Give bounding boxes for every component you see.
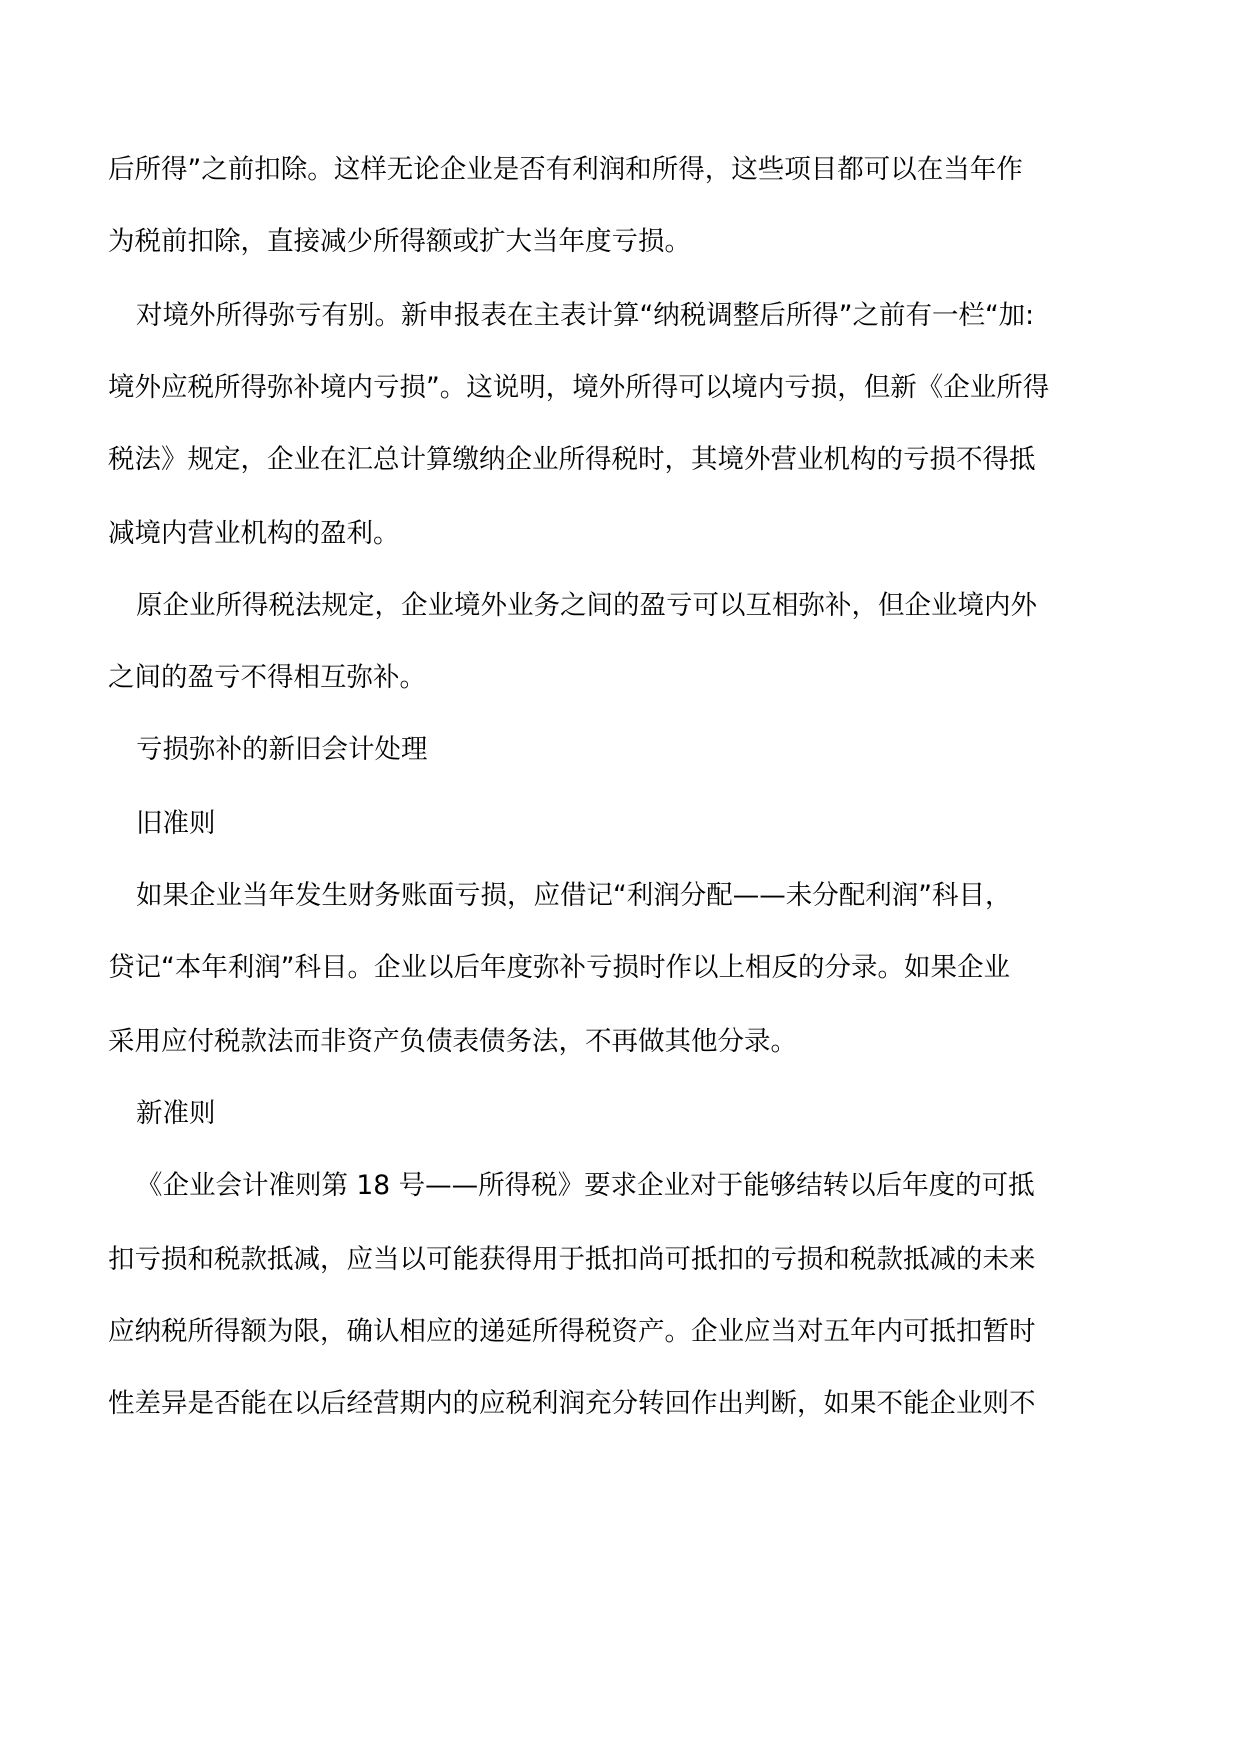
text-line: 之间的盈亏不得相互弥补。 bbox=[108, 662, 426, 693]
paragraph-start-line: 对境外所得弥亏有别。新申报表在主表计算“纳税调整后所得”之前有一栏“加: bbox=[136, 300, 1035, 331]
text-line: 减境内营业机构的盈利。 bbox=[108, 518, 400, 549]
text-line: 采用应付税款法而非资产负债表债务法，不再做其他分录。 bbox=[108, 1026, 797, 1057]
text-line: 后所得”之前扣除。这样无论企业是否有利润和所得，这些项目都可以在当年作 bbox=[108, 154, 1023, 185]
text-line: 扣亏损和税款抵减，应当以可能获得用于抵扣尚可抵扣的亏损和税款抵减的未来 bbox=[108, 1244, 1036, 1275]
text-line: 税法》规定，企业在汇总计算缴纳企业所得税时，其境外营业机构的亏损不得抵 bbox=[108, 444, 1036, 475]
paragraph-start-line: 原企业所得税法规定，企业境外业务之间的盈亏可以互相弥补，但企业境内外 bbox=[136, 590, 1037, 621]
paragraph-start-line: 如果企业当年发生财务账面亏损，应借记“利润分配——未分配利润”科目， bbox=[136, 880, 1012, 911]
subsection-heading-new-standard: 新准则 bbox=[136, 1098, 216, 1129]
paragraph-start-line: 《企业会计准则第 18 号——所得税》要求企业对于能够结转以后年度的可抵 bbox=[136, 1170, 1035, 1201]
text-line: 性差异是否能在以后经营期内的应税利润充分转回作出判断，如果不能企业则不 bbox=[108, 1388, 1036, 1419]
text-line: 为税前扣除，直接减少所得额或扩大当年度亏损。 bbox=[108, 226, 691, 257]
text-line: 贷记“本年利润”科目。企业以后年度弥补亏损时作以上相反的分录。如果企业 bbox=[108, 952, 1010, 983]
section-heading: 亏损弥补的新旧会计处理 bbox=[136, 734, 428, 765]
subsection-heading-old-standard: 旧准则 bbox=[136, 808, 216, 839]
text-line: 应纳税所得额为限，确认相应的递延所得税资产。企业应当对五年内可抵扣暂时 bbox=[108, 1316, 1036, 1347]
text-line: 境外应税所得弥补境内亏损”。这说明，境外所得可以境内亏损，但新《企业所得 bbox=[108, 372, 1050, 403]
